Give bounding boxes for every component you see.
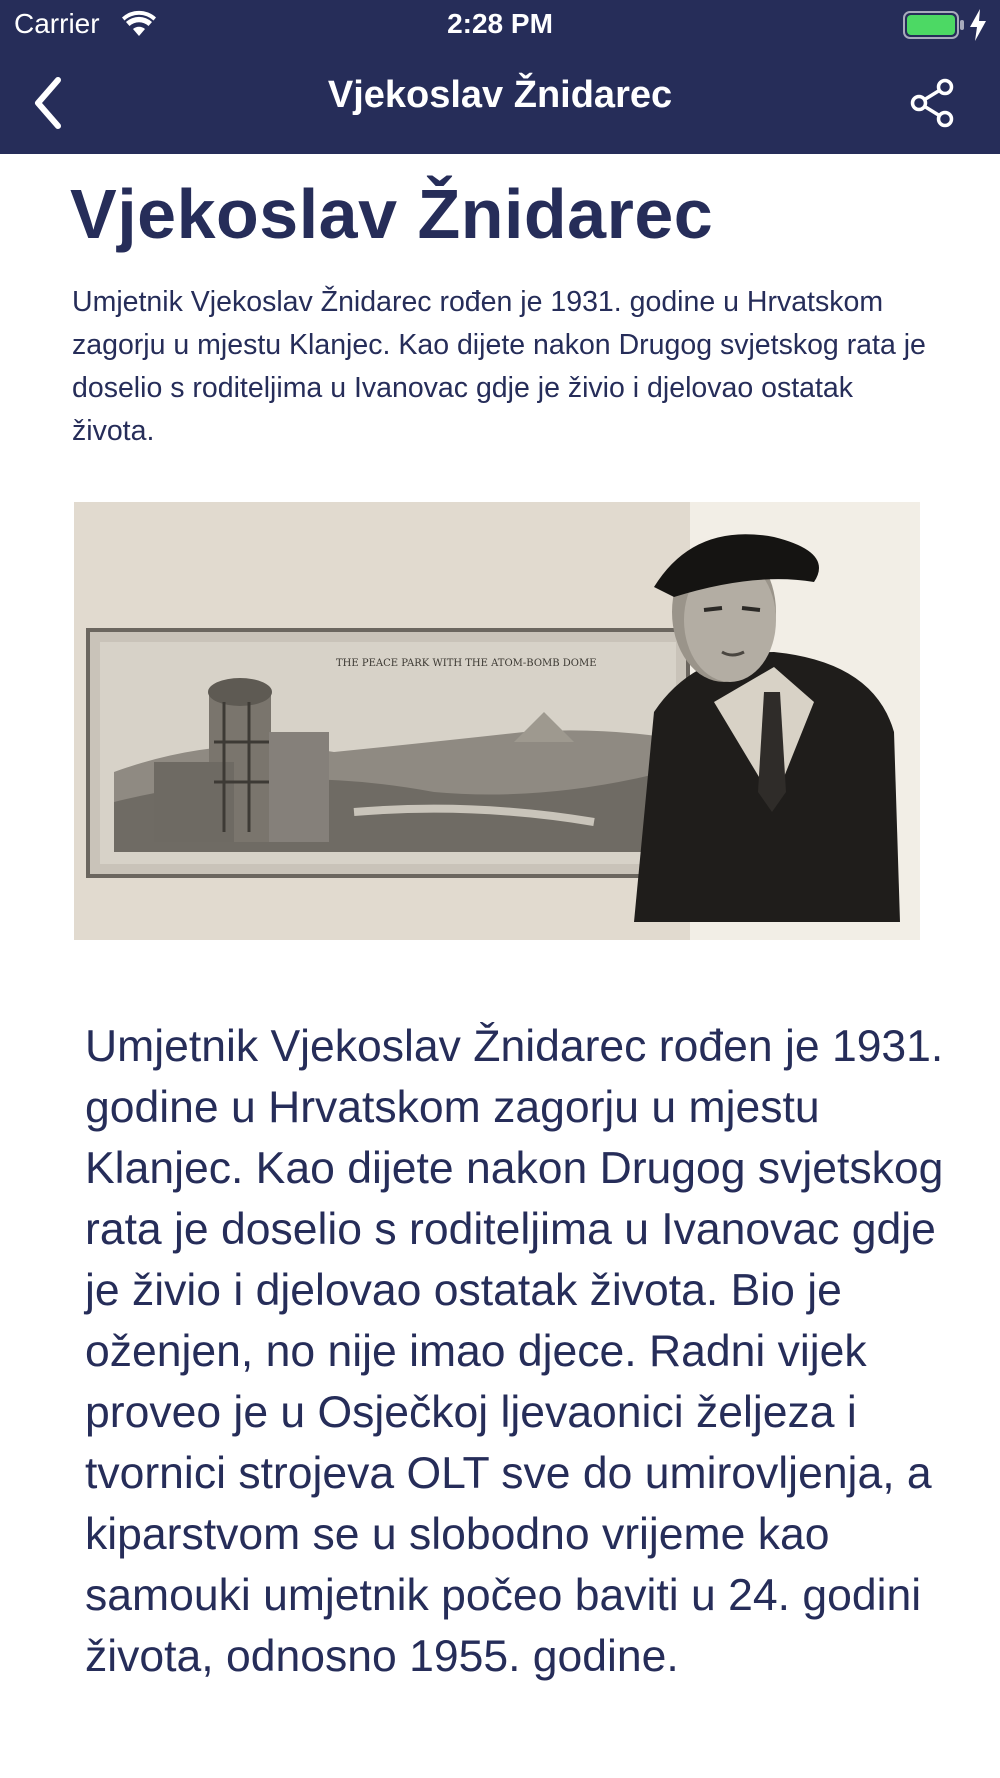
charging-bolt-icon [968, 9, 988, 41]
share-button[interactable] [904, 74, 960, 132]
artist-photo-image [74, 502, 920, 940]
article-body: Umjetnik Vjekoslav Žnidarec rođen je 1931. godine u Hrvatskom zagorju u mjestu Klanjec. Kao dijete nakon Drugog svjetskog rata je doselio s roditeljima u Ivanovac gdje je živio i djelovao ostatak života. Bio je oženjen, no nije imao djece. Radni vijek proveo je u Osječkoj ljevaonici željeza i tvornici strojeva OLT sve do umirovljenja, a kiparstvom se u slobodno vrijeme kao samouki umjetnik počeo baviti u 24. godini života, odnosno 1955. godine. [85, 1022, 944, 1681]
page-title: Vjekoslav Žnidarec [70, 175, 714, 253]
clock: 2:28 PM [447, 8, 553, 39]
photo-inscription: THE PEACE PARK WITH THE ATOM-BOMB DOME [336, 658, 597, 669]
share-icon [909, 78, 955, 128]
carrier-label: Carrier [14, 8, 100, 39]
nav-title: Vjekoslav Žnidarec [327, 74, 673, 116]
article-summary: Umjetnik Vjekoslav Žnidarec rođen je 1931. godine u Hrvatskom zagorju u mjestu Klanjec. Kao dijete nakon Drugog svjetskog rata je doselio s roditeljima u Ivanovac gdje je živio i djelovao ostatak života. [72, 286, 926, 447]
battery-icon [903, 11, 965, 39]
status-bar [0, 0, 1000, 52]
back-button[interactable] [18, 72, 78, 134]
navigation-bar [0, 52, 1000, 154]
chevron-left-icon [30, 76, 66, 130]
artist-photo[interactable] [74, 502, 920, 940]
